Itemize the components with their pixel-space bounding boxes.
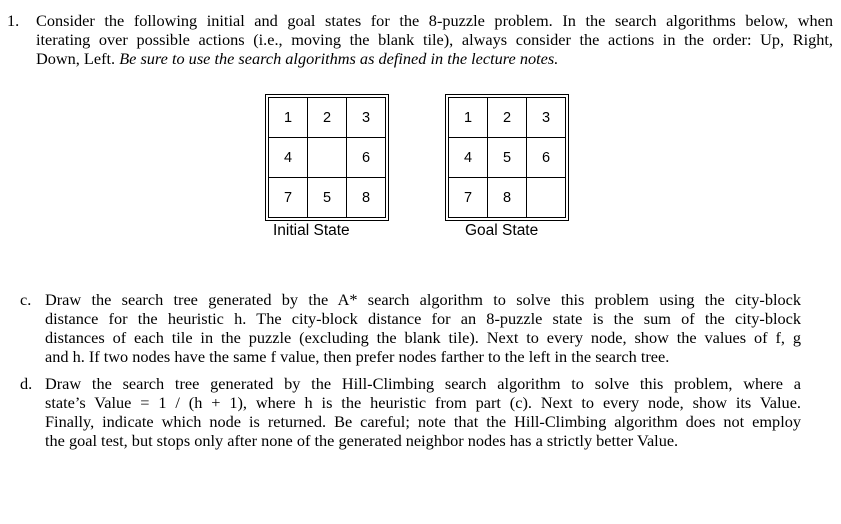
initial-cell [308,138,347,178]
part-c-line-2: distance for the heuristic h. The city-block distance for an 8-puzzle state is the sum of the city-block [45,309,801,328]
question-line-3-italic: Be sure to use the search algorithms as defined in the lecture notes. [119,49,559,68]
part-d-line-2: state’s Value = 1 / (h + 1), where h is the heuristic from part (c). Next to every node, show its Value. [45,393,801,412]
initial-state-caption: Initial State [273,222,350,239]
initial-cell: 2 [308,98,347,138]
part-c-text [45,290,801,366]
goal-cell: 1 [449,98,488,138]
part-c-label: c. [20,290,32,309]
goal-state-caption: Goal State [465,222,539,239]
goal-cell: 5 [488,138,527,178]
part-d-line-3: Finally, indicate which node is returned. Be careful; note that the Hill-Climbing algorithm does not employ [45,412,801,431]
initial-cell: 8 [347,178,386,218]
goal-cell: 7 [449,178,488,218]
part-d-label: d. [20,374,33,393]
question-line-2: iterating over possible actions (i.e., moving the blank tile), always consider the actions in the order: Up, Right, [36,30,833,49]
goal-state-grid [445,94,569,221]
part-d-line-4: the goal test, but stops only after none of the generated neighbor nodes has a strictly better Value. [45,431,679,450]
part-c-line-1: Draw the search tree generated by the A* search algorithm to solve this problem using the city-block [45,290,801,309]
initial-cell: 5 [308,178,347,218]
part-d-text [45,374,801,450]
initial-cell: 7 [269,178,308,218]
question-number: 1. [7,11,20,30]
goal-cell: 4 [449,138,488,178]
initial-state-grid [265,94,389,221]
question-line-3 [36,49,833,68]
initial-cell: 1 [269,98,308,138]
question-text [36,11,833,68]
question-line-3-normal: Down, Left. [36,49,120,68]
part-d-line-1: Draw the search tree generated by the Hill-Climbing search algorithm to solve this problem, where a [45,374,801,393]
goal-cell: 8 [488,178,527,218]
goal-cell: 3 [527,98,566,138]
initial-cell: 6 [347,138,386,178]
part-c-line-4: and h. If two nodes have the same f value, then prefer nodes farther to the left in the search tree. [45,347,670,366]
question-line-1: Consider the following initial and goal states for the 8-puzzle problem. In the search algorithms below, when [36,11,833,30]
goal-cell [527,178,566,218]
goal-cell: 6 [527,138,566,178]
goal-cell: 2 [488,98,527,138]
initial-cell: 3 [347,98,386,138]
part-c-line-3: distances of each tile in the puzzle (excluding the blank tile). Next to every node, show the values of f, g [45,328,801,347]
initial-cell: 4 [269,138,308,178]
